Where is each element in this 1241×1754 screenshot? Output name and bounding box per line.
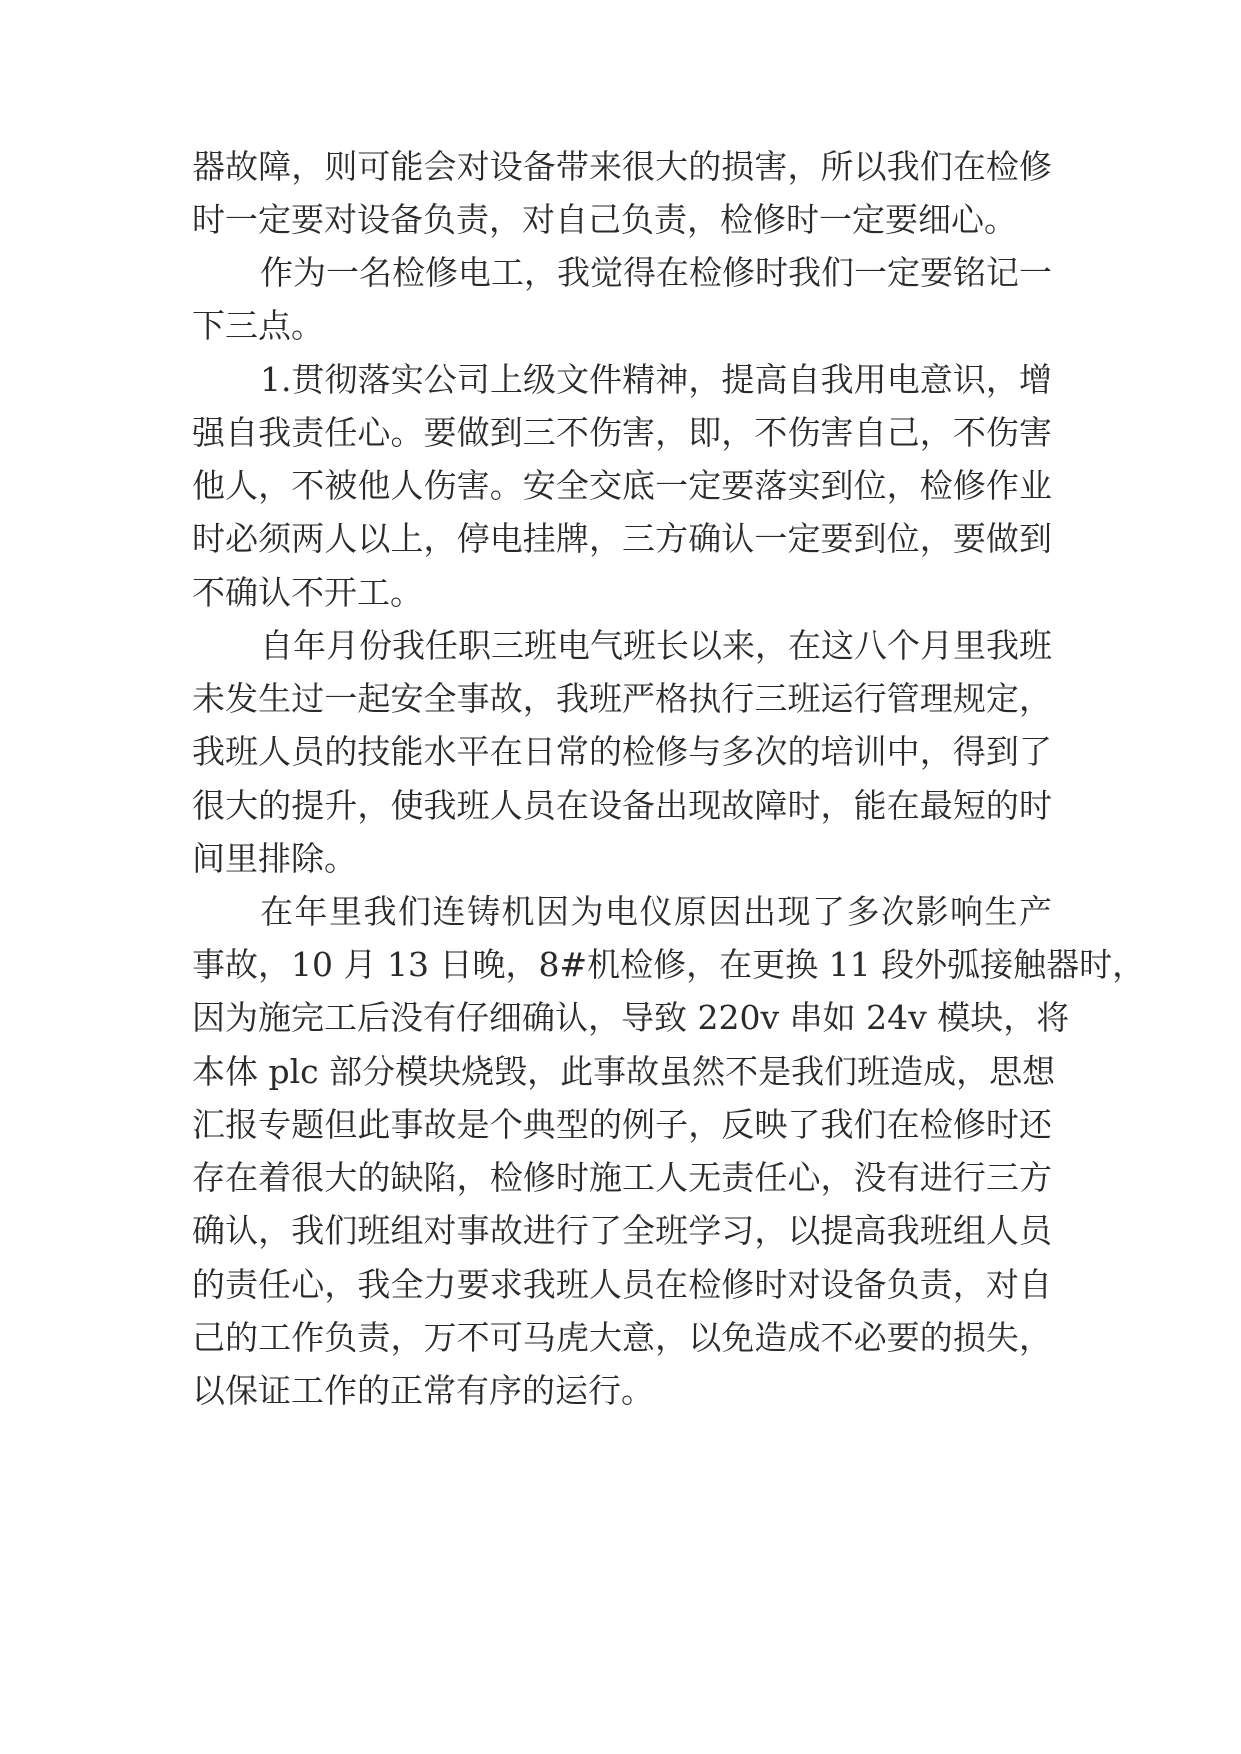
text-line: 己的工作负责，万不可马虎大意，以免造成不必要的损失， <box>192 1318 1052 1357</box>
paragraph-start-line: 在年里我们连铸机因为电仪原因出现了多次影响生产 <box>260 892 1052 931</box>
text-line: 器故障，则可能会对设备带来很大的损害，所以我们在检修 <box>192 147 1052 186</box>
text-line: 他人，不被他人伤害。安全交底一定要落实到位，检修作业 <box>192 466 1052 505</box>
text-line: 本体 plc 部分模块烧毁，此事故虽然不是我们班造成，思想 <box>192 1052 1056 1091</box>
text-line: 间里排除。 <box>192 839 357 878</box>
text-line: 我班人员的技能水平在日常的检修与多次的培训中，得到了 <box>192 732 1052 771</box>
paragraph-start-line: 作为一名检修电工，我觉得在检修时我们一定要铭记一 <box>260 253 1052 292</box>
text-line: 确认，我们班组对事故进行了全班学习，以提高我班组人员 <box>192 1211 1052 1250</box>
text-line: 的责任心，我全力要求我班人员在检修时对设备负责，对自 <box>192 1265 1052 1304</box>
text-line: 以保证工作的正常有序的运行。 <box>192 1371 654 1410</box>
text-line: 时一定要对设备负责，对自己负责，检修时一定要细心。 <box>192 200 1017 239</box>
text-line: 不确认不开工。 <box>192 573 423 612</box>
text-line: 强自我责任心。要做到三不伤害，即，不伤害自己，不伤害 <box>192 413 1052 452</box>
text-line: 因为施完工后没有仔细确认，导致 220v 串如 24v 模块，将 <box>192 998 1070 1037</box>
list-item-line: 1.贯彻落实公司上级文件精神，提高自我用电意识，增 <box>260 360 1052 399</box>
text-line: 存在着很大的缺陷，检修时施工人无责任心，没有进行三方 <box>192 1158 1052 1197</box>
text-line: 未发生过一起安全事故，我班严格执行三班运行管理规定， <box>192 679 1052 718</box>
text-line: 时必须两人以上，停电挂牌，三方确认一定要到位，要做到 <box>192 519 1052 558</box>
paragraph-start-line: 自年月份我任职三班电气班长以来，在这八个月里我班 <box>260 626 1052 665</box>
text-line: 汇报专题但此事故是个典型的例子，反映了我们在检修时还 <box>192 1105 1052 1144</box>
text-line: 很大的提升，使我班人员在设备出现故障时，能在最短的时 <box>192 786 1052 825</box>
text-line: 事故，10 月 13 日晚，8#机检修，在更换 11 段外弧接触器时， <box>192 945 1146 984</box>
text-line: 下三点。 <box>192 306 324 345</box>
